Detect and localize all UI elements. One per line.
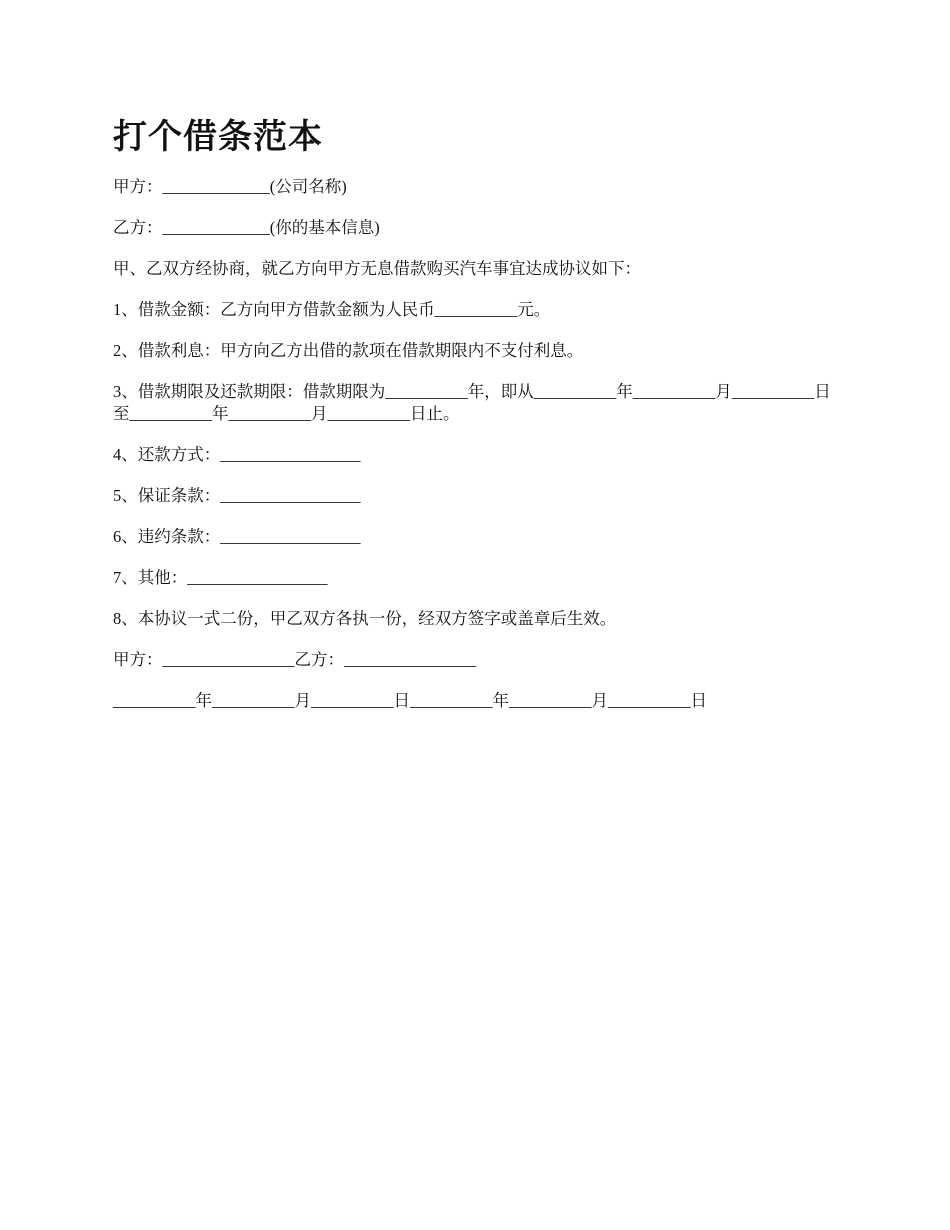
party-a-line: 甲方：_____________(公司名称): [113, 177, 347, 196]
clause-loan-amount: 1、借款金额：乙方向甲方借款金额为人民币__________元。: [113, 300, 551, 319]
document-body: [113, 112, 843, 731]
clause-copies: 8、本协议一式二份，甲乙双方各执一份，经双方签字或盖章后生效。: [113, 609, 617, 628]
clause-repayment-method: 4、还款方式：_________________: [113, 445, 361, 464]
party-b-line: 乙方：_____________(你的基本信息): [113, 218, 380, 237]
date-line: __________年__________月__________日__________年__________月__________日: [113, 691, 707, 710]
document-title: 打个借条范本: [113, 117, 323, 157]
signature-line: 甲方：________________乙方：________________: [113, 650, 476, 669]
clause-breach: 6、违约条款：_________________: [113, 527, 361, 546]
agreement-intro: 甲、乙双方经协商，就乙方向甲方无息借款购买汽车事宜达成协议如下：: [113, 259, 641, 278]
clause-loan-term: 3、借款期限及还款期限：借款期限为__________年，即从__________年__________月__________日至__________年__________月__________日止。: [113, 382, 831, 423]
clause-guarantee: 5、保证条款：_________________: [113, 486, 361, 505]
clause-loan-interest: 2、借款利息：甲方向乙方出借的款项在借款期限内不支付利息。: [113, 341, 584, 360]
clause-other: 7、其他：_________________: [113, 568, 328, 587]
